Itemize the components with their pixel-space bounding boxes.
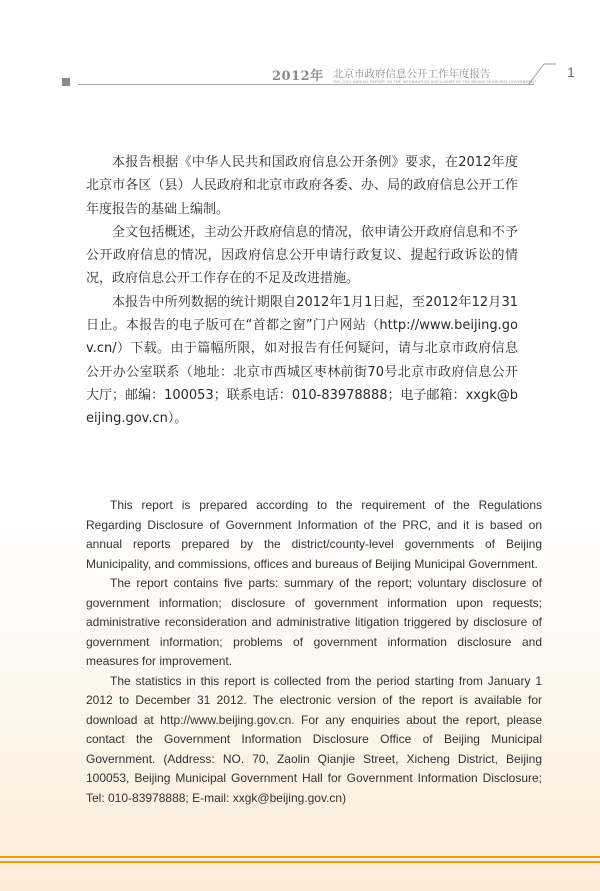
header-title: 北京市政府信息公开工作年度报告 — [333, 68, 491, 80]
english-body — [86, 496, 542, 808]
chinese-paragraph-1: 本报告根据《中华人民共和国政府信息公开条例》要求，在2012年度北京市各区（县）人民政府和北京市政府各委、办、局的政府信息公开工作年度报告的基础上编制。 — [86, 155, 518, 217]
header-year: 2012年 — [272, 69, 324, 84]
header-marker — [62, 78, 70, 86]
chinese-paragraph-3: 本报告中所列数据的统计期限自2012年1月1日起，至2012年12月31日止。本报告的电子版可在“首都之窗”门户网站（http://www.beijing.gov.cn/）下载。由于篇幅所限，如对报告有任何疑问，请与北京市政府信息公开办公室联系（地址：北京市西城区枣林前街70号北京市政府信息公开大厅；邮编：100053；联系电话：010-83978888；电子邮箱：xxgk@beijing.gov.cn）。 — [86, 294, 518, 427]
chinese-body — [86, 151, 518, 431]
english-paragraph-1: This report is prepared according to the requirement of the Regulations Regarding Disclosure of Government Information of the PRC, and it is based on annual reports prepared by the district/county-level governments of Beijing Municipality, and commissions, offices and bureaus of Beijing Municipal Government. — [86, 498, 542, 571]
header-subtitle: THE 2012 ANNUAL REPORT ON THE INFORMATION DISCLOSURE BY THE BEIJING MUNICIPAL GOVERNMENT — [333, 80, 537, 84]
footer-rule-bottom — [0, 861, 600, 863]
header-rule — [78, 84, 534, 85]
english-paragraph-3: The statistics in this report is collected from the period starting from January 1 2012 to December 31 2012. The electronic version of the report is available for download at http://www.beijing.gov.cn. For any enquiries about the report, please contact the Government Information Disclosure Office of Beijing Municipal Government. (Address: NO. 70, Zaolin Qianjie Street, Xicheng District, Beijing 100053, Beijing Municipal Government Hall for Government Information Disclosure; Tel: 010-83978888; E-mail: xxgk@beijing.gov.cn) — [86, 673, 542, 805]
header-slash-decoration — [524, 60, 556, 86]
chinese-paragraph-2: 全文包括概述，主动公开政府信息的情况，依申请公开政府信息和不予公开政府信息的情况，因政府信息公开申请行政复议、提起行政诉讼的情况，政府信息公开工作存在的不足及改进措施。 — [86, 224, 518, 287]
page-number: 1 — [567, 64, 575, 80]
footer-rule-top — [0, 856, 600, 858]
english-paragraph-2: The report contains five parts: summary of the report; voluntary disclosure of government information; disclosure of government information upon requests; administrative reconsideration and administrative litigation triggered by disclosure of government information; problems of government information disclosure and measures for improvement. — [86, 576, 542, 668]
